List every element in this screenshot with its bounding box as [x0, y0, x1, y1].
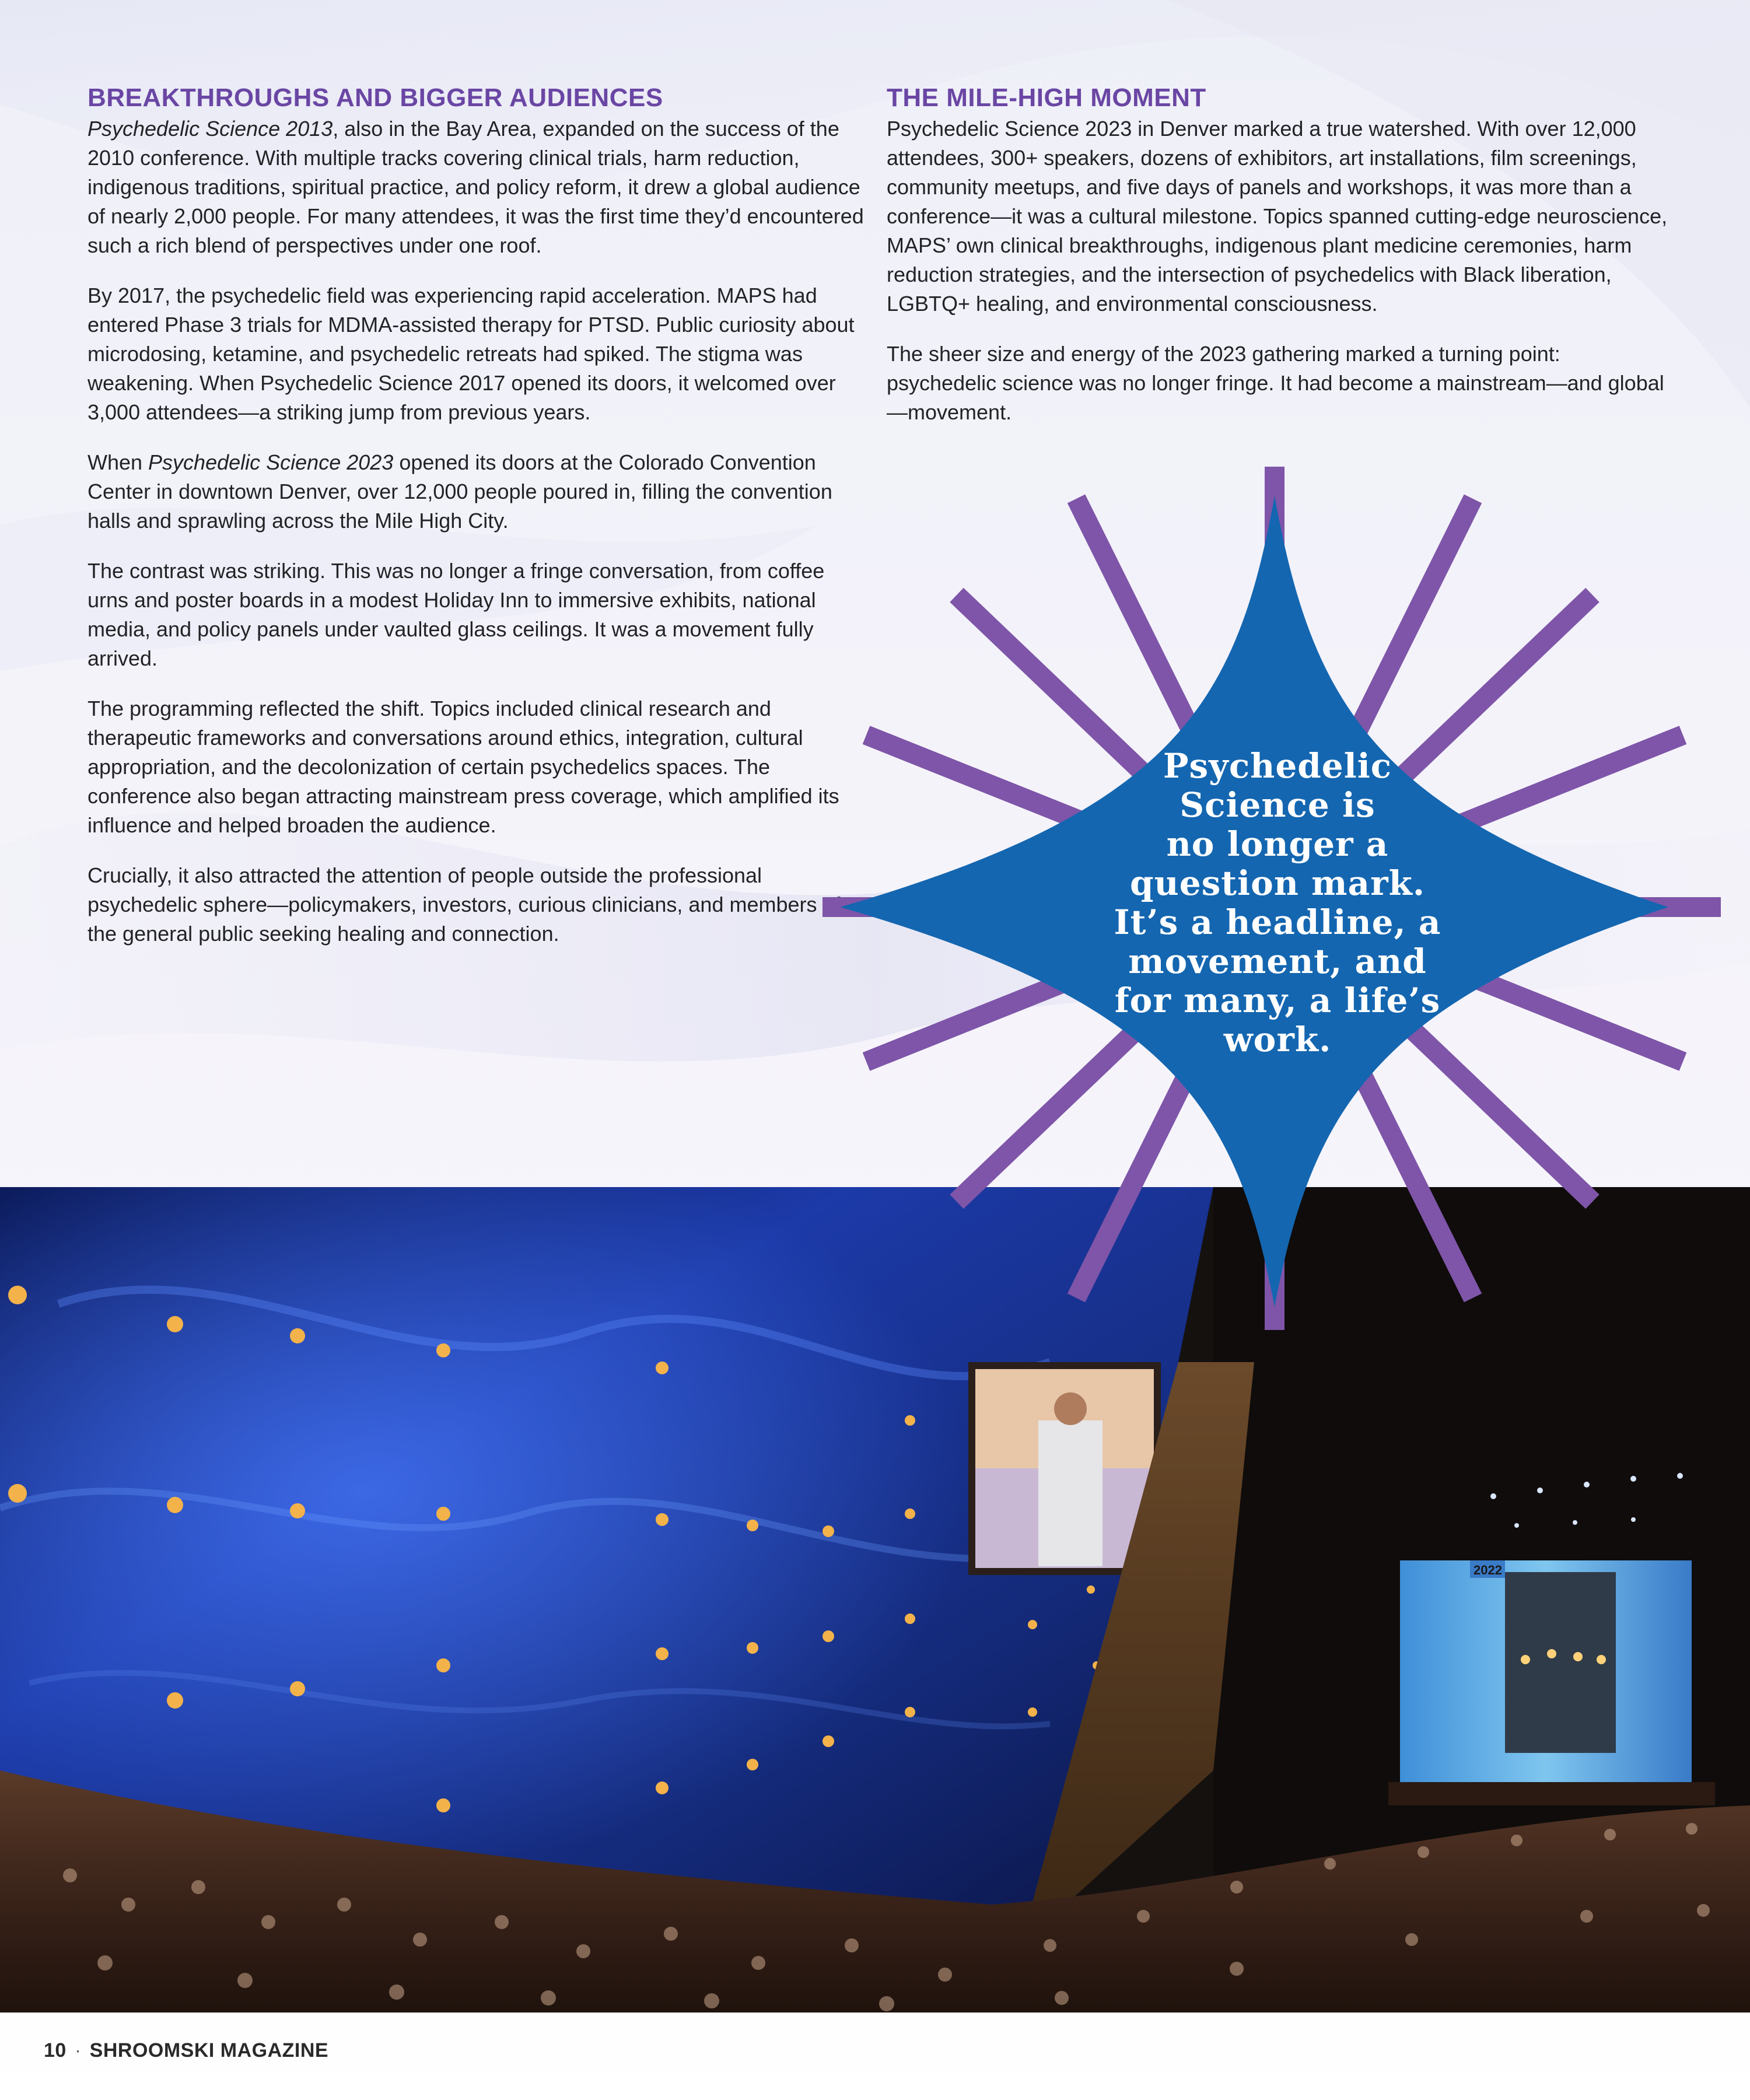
paragraph: Psychedelic Science 2023 in Denver marked a true watershed. With over 12,000 attendees, 300+ speakers, dozens of exhibitors, art installations, film screenings, community meetups, and five days of panels and workshops, it was more than a conference—it was a cultural milestone. Topics spanned cutting-edge neuroscience, MAPS’ own clinical breakthroughs, indigenous plant medicine ceremonies, harm reduction strategies, and the intersection of psychedelics with Black liberation, LGBTQ+ healing, and environmental consciousness. [887, 117, 1668, 316]
paragraph: Crucially, it also attracted the attention of people outside the professional psychedelic sphere—policymakers, investors, curious clinicians, and members of the general public seeking healing and connection. [88, 863, 841, 946]
paragraph-text: opened its doors at the Colorado Convention Center in downtown Denver, over 12,000 people poured in, filling the convention halls and sprawling across the Mile High City. [88, 450, 832, 533]
pull-quote-line: work. [1223, 1020, 1332, 1059]
section-heading-breakthroughs: BREAKTHROUGHS AND BIGGER AUDIENCES [88, 83, 663, 112]
pull-quote-line: Science is [1180, 785, 1376, 825]
pull-quote-line: Psychedelic [1163, 746, 1392, 786]
right-column [887, 82, 1668, 448]
pull-quote-line: It’s a headline, a [1114, 902, 1441, 942]
footer-separator: · [74, 2039, 82, 2062]
paragraph: The programming reflected the shift. Topics included clinical research and therapeutic frameworks and conversations around ethics, integration, cultural appropriation, and the decolonization of certain psychedelics spaces. The conference also began attracting mainstream press coverage, which amplified its influence and helped broaden the audience. [88, 696, 839, 837]
pull-quote-line: for many, a life’s [1114, 981, 1441, 1020]
page-footer [44, 2039, 328, 2062]
paragraph-text: When [88, 450, 149, 474]
italic-title: Psychedelic Science 2013 [88, 117, 333, 141]
paragraph-text: , also in the Bay Area, expanded on the success of the 2010 conference. With multiple tracks covering clinical trials, harm reduction, indigenous traditions, spiritual practice, and policy reform, it drew a global audience of nearly 2,000 people. For many attendees, it was the first time they’d encountered such a rich blend of perspectives under one roof. [88, 117, 864, 257]
paragraph: The contrast was striking. This was no longer a fringe conversation, from coffee urns and poster boards in a modest Holiday Inn to immersive exhibits, national media, and policy panels under vaulted glass ceilings. It was a movement fully arrived. [88, 559, 825, 670]
page-number: 10 [44, 2039, 66, 2062]
publication-name: SHROOMSKI MAGAZINE [89, 2039, 329, 2062]
italic-title: Psychedelic Science 2023 [148, 450, 394, 474]
section-heading-mile-high: THE MILE-HIGH MOMENT [887, 83, 1206, 112]
pull-quote-line: question mark. [1129, 863, 1426, 903]
paragraph: The sheer size and energy of the 2023 gathering marked a turning point: psychedelic science was no longer fringe. It had become a mainstream—and global—movement. [887, 342, 1664, 424]
paragraph [88, 114, 869, 260]
pull-quote [1073, 747, 1482, 1059]
stage-screen-year: 2022 [1474, 1563, 1502, 1577]
pull-quote-line: no longer a [1166, 824, 1389, 864]
paragraph [88, 448, 869, 536]
left-column [88, 82, 869, 970]
pull-quote-line: movement, and [1128, 942, 1427, 981]
paragraph: By 2017, the psychedelic field was experiencing rapid acceleration. MAPS had entered Phase 3 trials for MDMA-assisted therapy for PTSD. Public curiosity about microdosing, ketamine, and psychedelic retreats had spiked. The stigma was weakening. When Psychedelic Science 2017 opened its doors, it welcomed over 3,000 attendees—a striking jump from previous years. [88, 284, 855, 424]
